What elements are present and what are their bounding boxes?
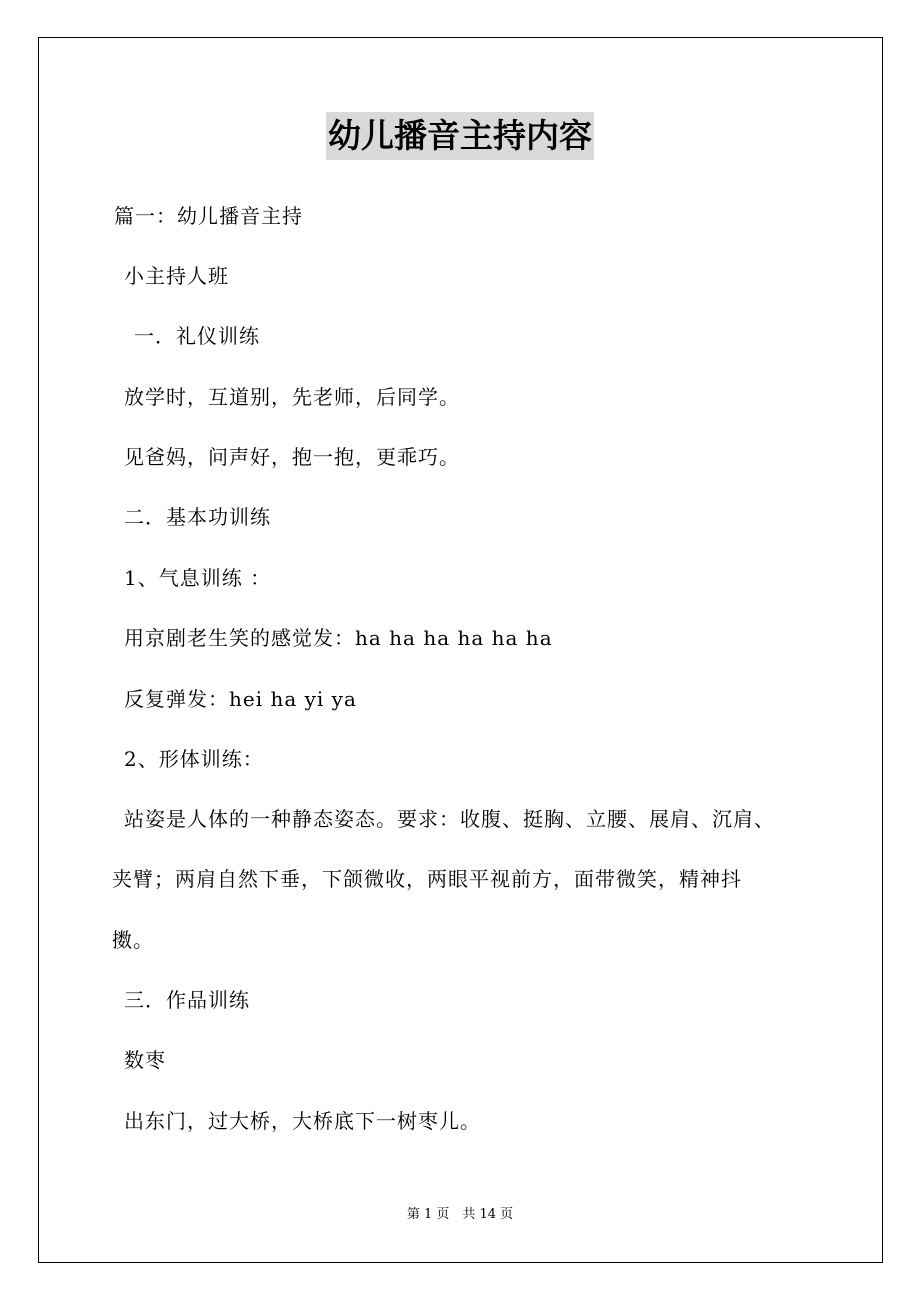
paragraph-line: 擞。 — [112, 928, 154, 952]
item-heading-breath: 1、气息训练 ： — [124, 566, 272, 590]
page-footer: 第 1 页 共 14 页 — [406, 1207, 514, 1222]
subsection-heading-basics: 二．基本功训练 — [124, 505, 271, 529]
section-heading: 篇一：幼儿播音主持 — [114, 204, 303, 228]
subsection-heading-works: 三．作品训练 — [124, 988, 250, 1012]
poem-line: 出东门，过大桥，大桥底下一树枣儿。 — [124, 1109, 481, 1133]
document-title — [0, 112, 920, 160]
class-name-line: 小主持人班 — [124, 264, 229, 288]
paragraph-line: 站姿是人体的一种静态姿态。要求：收腹、挺胸、立腰、展肩、沉肩、 — [124, 807, 775, 831]
subsection-heading-etiquette: 一．礼仪训练 — [134, 324, 260, 348]
item-heading-posture: 2、形体训练： — [124, 747, 264, 771]
paragraph-line: 反复弹发：hei ha yi ya — [124, 687, 357, 711]
paragraph-line: 夹臂；两肩自然下垂，下颌微收，两眼平视前方，面带微笑，精神抖 — [112, 867, 742, 891]
paragraph-line: 用京剧老生笑的感觉发：ha ha ha ha ha ha — [124, 626, 553, 650]
paragraph-line: 见爸妈，问声好，抱一抱，更乖巧。 — [124, 445, 460, 469]
poem-title: 数枣 — [124, 1048, 166, 1072]
document-title-text: 幼儿播音主持内容 — [326, 112, 594, 160]
paragraph-line: 放学时，互道别，先老师，后同学。 — [124, 385, 460, 409]
